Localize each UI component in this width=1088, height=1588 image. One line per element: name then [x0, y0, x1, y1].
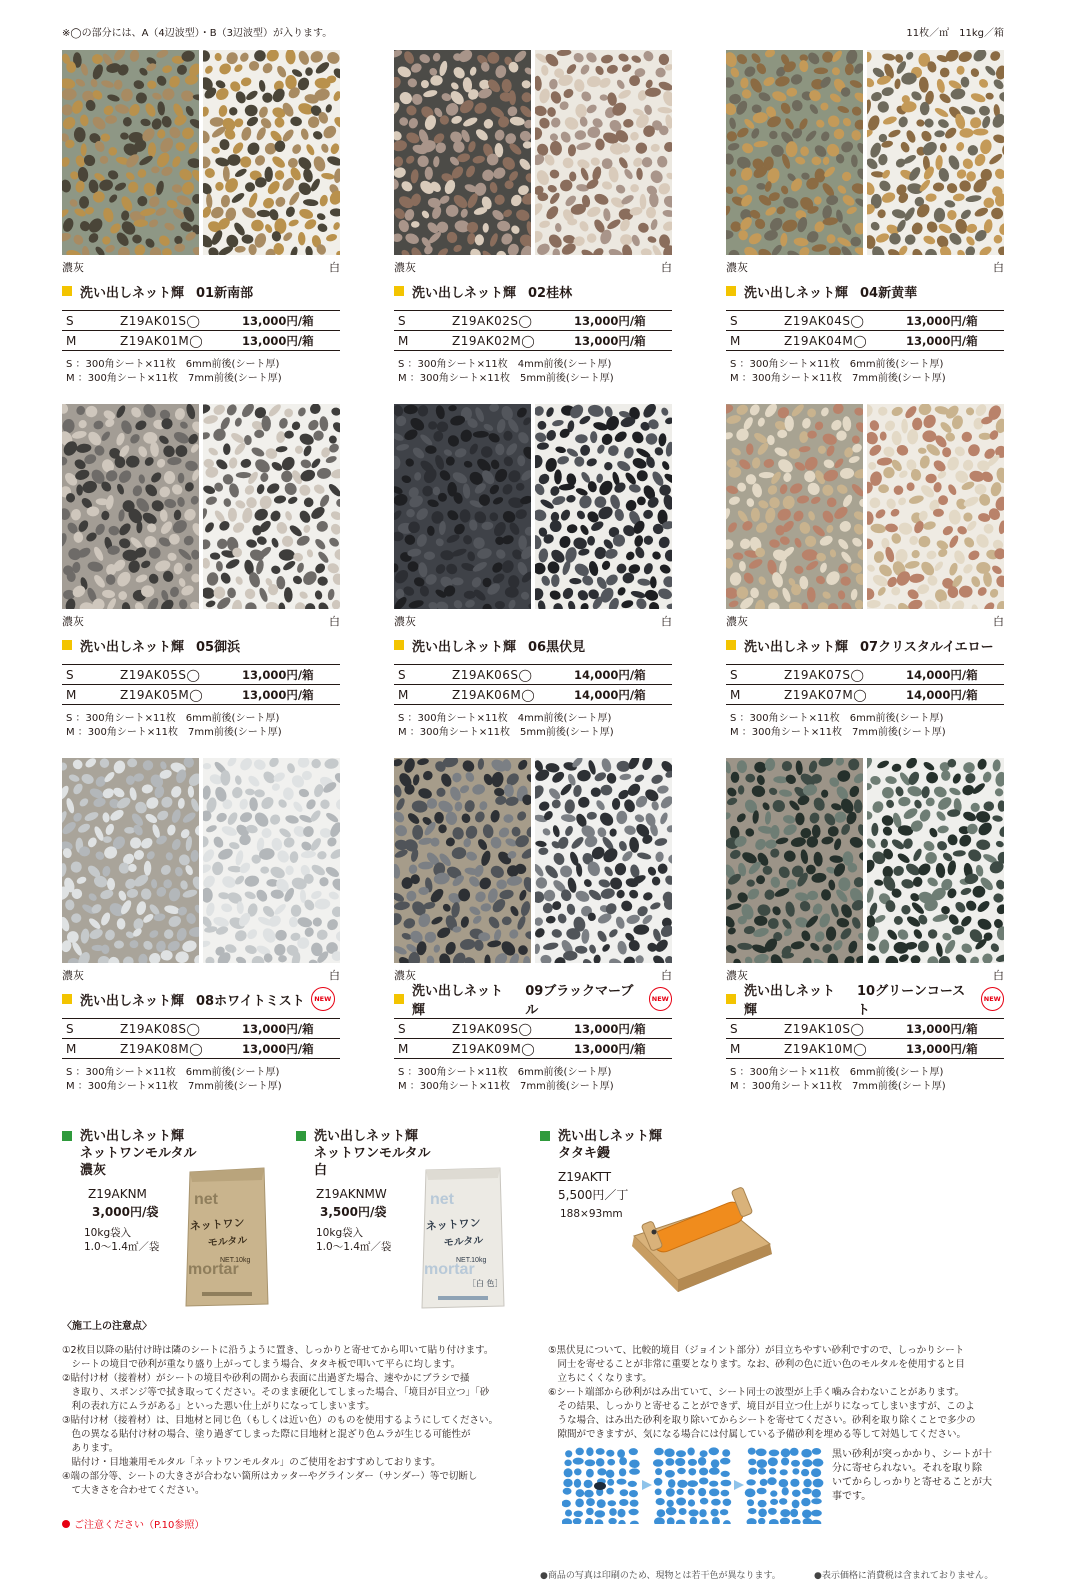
coverage-spec: 11枚／㎡ 11kg／箱	[906, 28, 1004, 39]
price-table	[726, 1018, 1004, 1059]
size-label: S	[66, 313, 74, 328]
product-price: 13,000円/箱	[906, 1041, 978, 1056]
product-name: 02桂林	[528, 285, 573, 301]
product-series: 洗い出しネット輝	[744, 285, 849, 301]
price-row	[726, 311, 1004, 331]
size-label: M	[66, 333, 77, 348]
size-label: S	[730, 1021, 738, 1036]
product-card	[62, 758, 340, 1094]
yellow-square-icon	[394, 640, 404, 650]
caption-white: 白	[661, 261, 672, 274]
white-sample-image	[535, 758, 672, 963]
price-row	[62, 311, 340, 331]
product-price: 13,000円/箱	[574, 1041, 646, 1056]
note-line: うな場合、はみ出た砂利を取り除いてからシートを寄せてください。砂利を取り除くことで多少の	[548, 1415, 976, 1426]
accessory-series: 洗い出しネット輝	[558, 1129, 663, 1144]
product-code: Z19AK10M◯	[784, 1041, 868, 1056]
product-code: Z19AK01S◯	[120, 313, 201, 328]
caption-dark-gray: 濃灰	[62, 615, 84, 628]
accessory-series: 洗い出しネット輝	[314, 1129, 419, 1144]
product-card	[394, 758, 672, 1094]
svg-text:net: net	[430, 1191, 454, 1208]
caption-white: 白	[661, 969, 672, 982]
product-name: 10グリーンコースト	[856, 984, 966, 1018]
white-sample-image	[535, 50, 672, 255]
bag-net-weight: NET.10kg	[220, 1257, 251, 1264]
construction-notes-left	[62, 1344, 522, 1498]
product-series: 洗い出しネット輝	[744, 984, 836, 1018]
new-badge: NEW	[981, 987, 1004, 1011]
spec-line: M ：300角シート×11枚 5mm前後(シート厚)	[398, 373, 614, 384]
illustration-text-line: 事です。	[832, 1491, 872, 1502]
size-label: M	[398, 687, 409, 702]
caption-dark-gray: 濃灰	[394, 969, 416, 982]
white-sample-image	[867, 50, 1004, 255]
product-name: 09ブラックマーブル	[525, 984, 634, 1018]
product-code: Z19AK10S◯	[784, 1021, 865, 1036]
product-code: Z19AK09M◯	[452, 1041, 536, 1056]
accessory-package: 10kg袋入	[84, 1227, 132, 1239]
note-line: 立ちにくくなります。	[548, 1373, 652, 1384]
new-badge: NEW	[311, 987, 335, 1011]
note-line: 貼付け・目地兼用モルタル「ネットワンモルタル」のご使用をおすすめしております。	[62, 1457, 441, 1468]
accessory-code: Z19AKNMW	[316, 1187, 387, 1201]
note-line: ⑤黒伏見について、比較的境目（ジョイント部分）が目立ちやすい砂利ですので、しっかりシート	[548, 1345, 965, 1356]
green-square-icon	[62, 1131, 72, 1141]
price-row	[394, 1039, 672, 1059]
caution-link[interactable]	[62, 1516, 204, 1531]
accessory-name: ネットワンモルタル 濃灰	[80, 1146, 210, 1178]
price-table	[394, 310, 672, 351]
yellow-square-icon	[726, 286, 736, 296]
price-row	[62, 685, 340, 705]
dark-gray-sample-image	[62, 404, 199, 609]
caption-white: 白	[993, 969, 1004, 982]
size-label: M	[398, 333, 409, 348]
green-square-icon	[540, 1131, 550, 1141]
bag-brand-netone: ネットワン	[189, 1216, 246, 1233]
price-table	[62, 310, 340, 351]
mortar-bag-dark-image	[182, 1166, 272, 1308]
product-price: 13,000円/箱	[242, 1021, 314, 1036]
dark-gray-sample-image	[394, 758, 531, 963]
accessory-code: Z19AKTT	[558, 1170, 612, 1184]
accessory-size: 188×93mm	[560, 1208, 623, 1220]
note-line: シートの境目で砂利が重なり盛り上がってしまう場合、タタキ板で叩いて平らに均します。	[62, 1359, 461, 1370]
size-label: M	[398, 1041, 409, 1056]
spec-line: S ：300角シート×11枚 6mm前後(シート厚)	[66, 713, 280, 724]
note-line: あります。	[62, 1443, 119, 1454]
spec-line: M ：300角シート×11枚 7mm前後(シート厚)	[66, 373, 282, 384]
product-code: Z19AK04S◯	[784, 313, 865, 328]
dark-gray-sample-image	[726, 758, 863, 963]
accessory-coverage: 1.0〜1.4㎡／袋	[84, 1241, 160, 1253]
note-line: ②貼付け材（接着材）がシートの境目や砂利の間から表面に出過ぎた場合、速やかにブラシで掻	[62, 1373, 470, 1384]
size-label: S	[730, 667, 738, 682]
spec-line: S ：300角シート×11枚 4mm前後(シート厚)	[398, 359, 612, 370]
product-code: Z19AK09S◯	[452, 1021, 533, 1036]
price-row	[394, 1019, 672, 1039]
note-line: ④端の部分等、シートの大きさが合わない箇所はカッターやグラインダー（サンダー）等で切断し	[62, 1471, 478, 1482]
product-price: 13,000円/箱	[242, 687, 314, 702]
illustration-explanation	[832, 1448, 1008, 1504]
illustration-text-line: いてからしっかりと寄せることが大	[832, 1477, 992, 1488]
product-name: 04新黄華	[860, 285, 918, 301]
dark-gray-sample-image	[394, 404, 531, 609]
red-dot-icon	[62, 1520, 70, 1528]
price-table	[726, 310, 1004, 351]
product-code: Z19AK05S◯	[120, 667, 201, 682]
product-price: 13,000円/箱	[574, 1021, 646, 1036]
product-name: 06黒伏見	[528, 639, 586, 655]
note-line: ③貼付け材（接着材）は、目地材と同じ色（もしくは近い色）のものを使用するようにしてください。	[62, 1415, 499, 1426]
dark-gray-sample-image	[62, 50, 199, 255]
accessory-price: 3,500円/袋	[320, 1205, 387, 1219]
accessory-package: 10kg袋入	[316, 1227, 364, 1239]
spec-line: S ：300角シート×11枚 6mm前後(シート厚)	[66, 359, 280, 370]
product-code: Z19AK02S◯	[452, 313, 533, 328]
white-sample-image	[535, 404, 672, 609]
product-name: 07クリスタルイエロー	[860, 639, 994, 655]
price-table	[62, 1018, 340, 1059]
price-row	[726, 331, 1004, 351]
price-table	[394, 1018, 672, 1059]
sheet-joint-illustration	[562, 1446, 824, 1524]
product-price: 13,000円/箱	[242, 333, 314, 348]
note-line: その結果、しっかりと寄せることができず、境目が目立つ仕上がりになってしまいますが、このよ	[548, 1401, 975, 1412]
spec-line: M ：300角シート×11枚 7mm前後(シート厚)	[66, 727, 282, 738]
product-code: Z19AK05M◯	[120, 687, 204, 702]
product-price: 13,000円/箱	[242, 313, 314, 328]
spec-line: M ：300角シート×11枚 7mm前後(シート厚)	[398, 1081, 614, 1092]
note-line: き取り、スポンジ等で拭き取ってください。そのまま硬化してしまった場合、「境目が目立つ」「砂	[62, 1387, 490, 1398]
product-card	[726, 758, 1004, 1094]
accessory-code: Z19AKNM	[88, 1187, 147, 1201]
size-label: M	[66, 1041, 77, 1056]
product-price: 14,000円/箱	[906, 667, 978, 682]
product-series: 洗い出しネット輝	[744, 639, 849, 655]
caption-white: 白	[329, 969, 340, 982]
price-row	[394, 685, 672, 705]
product-card	[62, 404, 340, 740]
product-price: 13,000円/箱	[574, 333, 646, 348]
illustration-text-line: 分に寄せられない。それを取り除	[832, 1463, 982, 1474]
trowel-image	[620, 1176, 780, 1302]
price-row	[394, 331, 672, 351]
white-sample-image	[203, 50, 340, 255]
yellow-square-icon	[62, 994, 72, 1004]
note-line: 同士を寄せることが非常に重要となります。なお、砂利の色に近い色のモルタルを使用すると目	[548, 1359, 965, 1370]
yellow-square-icon	[726, 640, 736, 650]
bag-brand-mortar-jp: モルタル	[207, 1235, 248, 1249]
size-label: M	[730, 1041, 741, 1056]
product-name: 08ホワイトミスト	[196, 993, 305, 1009]
price-row	[62, 1019, 340, 1039]
product-code: Z19AK07S◯	[784, 667, 865, 682]
white-sample-image	[203, 758, 340, 963]
price-row	[62, 1039, 340, 1059]
yellow-square-icon	[62, 286, 72, 296]
footer-tax-note: ●表示価格に消費税は含まれておりません。	[814, 1571, 994, 1581]
product-card	[726, 50, 1004, 386]
illustration-text-line: 黒い砂利が突っかかり、シートが十	[832, 1449, 992, 1460]
price-row	[394, 311, 672, 331]
dark-gray-sample-image	[726, 50, 863, 255]
product-code: Z19AK06M◯	[452, 687, 536, 702]
product-price: 14,000円/箱	[574, 667, 646, 682]
product-series: 洗い出しネット輝	[412, 984, 504, 1018]
spec-line: M ：300角シート×11枚 7mm前後(シート厚)	[730, 727, 946, 738]
yellow-square-icon	[62, 640, 72, 650]
caption-white: 白	[329, 615, 340, 628]
white-sample-image	[867, 758, 1004, 963]
product-code: Z19AK08S◯	[120, 1021, 201, 1036]
svg-text:モルタル: モルタル	[443, 1235, 484, 1249]
caption-white: 白	[993, 261, 1004, 274]
svg-text:NET.10kg: NET.10kg	[456, 1257, 487, 1264]
construction-notes-right	[548, 1344, 1008, 1442]
spec-line: S ：300角シート×11枚 6mm前後(シート厚)	[66, 1067, 280, 1078]
price-row	[726, 1019, 1004, 1039]
product-card	[394, 50, 672, 386]
product-price: 13,000円/箱	[574, 313, 646, 328]
svg-text:mortar: mortar	[424, 1261, 475, 1278]
product-price: 13,000円/箱	[242, 667, 314, 682]
white-sample-image	[867, 404, 1004, 609]
caption-dark-gray: 濃灰	[726, 615, 748, 628]
caption-dark-gray: 濃灰	[726, 969, 748, 982]
accessory-coverage: 1.0〜1.4㎡／袋	[316, 1241, 392, 1253]
product-card	[394, 404, 672, 740]
size-label: S	[398, 1021, 406, 1036]
caption-dark-gray: 濃灰	[394, 261, 416, 274]
product-name: 05御浜	[196, 639, 241, 655]
price-row	[62, 331, 340, 351]
accessory-name: ネットワンモルタル 白	[314, 1146, 444, 1178]
note-line: ①2枚目以降の貼付け時は隣のシートに沿うように置き、しっかりと寄せてから叩いて貼り付けます。	[62, 1345, 494, 1356]
accessory-series: 洗い出しネット輝	[80, 1129, 185, 1144]
product-code: Z19AK01M◯	[120, 333, 204, 348]
bag-brand-net: net	[194, 1191, 218, 1208]
product-code: Z19AK06S◯	[452, 667, 533, 682]
price-row	[726, 665, 1004, 685]
note-line: 隙間ができますが、気になる場合には付属している予備砂利を埋める等して対処してください。	[548, 1429, 967, 1440]
size-label: S	[398, 667, 406, 682]
product-price: 13,000円/箱	[906, 1021, 978, 1036]
product-name: 01新南部	[196, 285, 254, 301]
product-price: 14,000円/箱	[906, 687, 978, 702]
price-table	[62, 664, 340, 705]
mortar-bag-white-image	[418, 1164, 508, 1310]
dark-gray-sample-image	[62, 758, 199, 963]
spec-line: M ：300角シート×11枚 7mm前後(シート厚)	[730, 1081, 946, 1092]
price-table	[394, 664, 672, 705]
price-row	[62, 665, 340, 685]
caption-dark-gray: 濃灰	[394, 615, 416, 628]
size-label: S	[398, 313, 406, 328]
new-badge: NEW	[649, 987, 672, 1011]
size-label: S	[66, 667, 74, 682]
price-table	[726, 664, 1004, 705]
spec-line: S ：300角シート×11枚 6mm前後(シート厚)	[730, 359, 944, 370]
bag-brand-mortar: mortar	[188, 1261, 239, 1278]
spec-line: S ：300角シート×11枚 6mm前後(シート厚)	[398, 1067, 612, 1078]
size-label: M	[730, 687, 741, 702]
yellow-square-icon	[394, 286, 404, 296]
size-label: S	[730, 313, 738, 328]
price-row	[726, 685, 1004, 705]
product-code: Z19AK04M◯	[784, 333, 868, 348]
pattern-note: ※◯の部分には、A（4辺波型）・B（3辺波型）が入ります。	[62, 28, 333, 39]
product-series: 洗い出しネット輝	[80, 639, 185, 655]
product-price: 13,000円/箱	[906, 333, 978, 348]
price-row	[394, 665, 672, 685]
dark-gray-sample-image	[394, 50, 531, 255]
product-series: 洗い出しネット輝	[412, 285, 517, 301]
caution-text: ご注意ください（P.10参照）	[74, 1520, 205, 1531]
product-price: 14,000円/箱	[574, 687, 646, 702]
spec-line: S ：300角シート×11枚 4mm前後(シート厚)	[398, 713, 612, 724]
spec-line: S ：300角シート×11枚 6mm前後(シート厚)	[730, 1067, 944, 1078]
product-price: 13,000円/箱	[242, 1041, 314, 1056]
size-label: M	[66, 687, 77, 702]
white-sample-image	[203, 404, 340, 609]
product-card	[726, 404, 1004, 740]
yellow-square-icon	[394, 994, 404, 1004]
yellow-square-icon	[726, 994, 736, 1004]
caption-dark-gray: 濃灰	[62, 261, 84, 274]
bag-white-label: ［白 色］	[468, 1279, 503, 1288]
caption-white: 白	[661, 615, 672, 628]
caption-white: 白	[329, 261, 340, 274]
size-label: M	[730, 333, 741, 348]
product-series: 洗い出しネット輝	[80, 993, 185, 1009]
spec-line: M ：300角シート×11枚 7mm前後(シート厚)	[66, 1081, 282, 1092]
note-line: 利の表れ方にムラがある」といった悪い仕上がりになってしまいます。	[62, 1401, 375, 1412]
note-line: ⑥シート端部から砂利がはみ出ていて、シート同士の波型が上手く噛み合わないことがあります。	[548, 1387, 965, 1398]
product-code: Z19AK08M◯	[120, 1041, 204, 1056]
accessory-name: タタキ鏝	[558, 1146, 611, 1161]
caption-white: 白	[993, 615, 1004, 628]
product-code: Z19AK02M◯	[452, 333, 536, 348]
note-line: 色の異なる貼付け材の場合、塗り過ぎてしまった際に目地材と混ざり色ムラが生じる可能性が	[62, 1429, 471, 1440]
size-label: S	[66, 1021, 74, 1036]
footer-photo-note: ●商品の写真は印刷のため、現物とは若干色が異なります。	[540, 1571, 781, 1581]
spec-line: M ：300角シート×11枚 5mm前後(シート厚)	[398, 727, 614, 738]
dark-gray-sample-image	[726, 404, 863, 609]
product-series: 洗い出しネット輝	[412, 639, 517, 655]
green-square-icon	[296, 1131, 306, 1141]
price-row	[726, 1039, 1004, 1059]
note-line: て大きさを合わせてください。	[62, 1485, 205, 1496]
svg-text:ネットワン: ネットワン	[425, 1216, 482, 1233]
accessory-price: 3,000円/袋	[92, 1205, 159, 1219]
construction-notes-heading: 〈施工上の注意点〉	[62, 1321, 152, 1332]
product-series: 洗い出しネット輝	[80, 285, 185, 301]
spec-line: S ：300角シート×11枚 6mm前後(シート厚)	[730, 713, 944, 724]
accessory-price: 5,500円／丁	[558, 1188, 629, 1202]
spec-line: M ：300角シート×11枚 7mm前後(シート厚)	[730, 373, 946, 384]
caption-dark-gray: 濃灰	[62, 969, 84, 982]
product-code: Z19AK07M◯	[784, 687, 868, 702]
caption-dark-gray: 濃灰	[726, 261, 748, 274]
product-card	[62, 50, 340, 386]
product-price: 13,000円/箱	[906, 313, 978, 328]
